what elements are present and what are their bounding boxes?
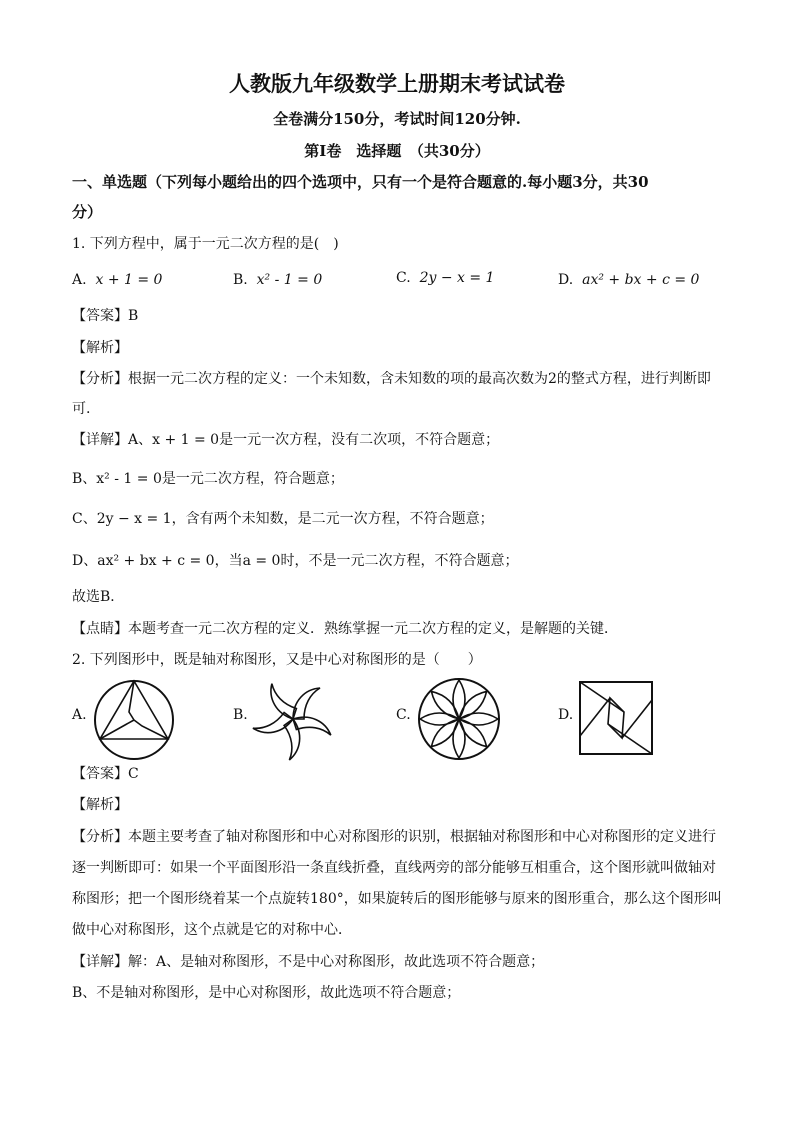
- tri-sector-circle-icon: [92, 678, 176, 762]
- q2-analysis-tag: 【解析】: [72, 797, 128, 813]
- q2-answer: 【答案】C: [72, 766, 139, 782]
- q1-detail-a: 【详解】A、x + 1 = 0是一元一次方程，没有二次项，不符合题意；: [72, 432, 500, 448]
- nested-square-icon: [578, 680, 654, 756]
- q1-option-d-label: D.: [558, 272, 574, 288]
- q1-answer: 【答案】B: [72, 308, 139, 324]
- q1-detail-c: C、2y − x = 1，含有两个未知数，是二元一次方程，不符合题意；: [72, 511, 494, 527]
- q1-option-a: [72, 270, 162, 290]
- page-title: 人教版九年级数学上册期末考试试卷: [229, 71, 565, 96]
- q2-fenxi-line1: 【分析】本题主要考查了轴对称图形和中心对称图形的识别，根据轴对称图形和中心对称图形的定义进行: [72, 829, 716, 845]
- q1-option-d: [558, 270, 699, 290]
- q1-option-c-expr: 2y − x = 1: [419, 270, 495, 286]
- q2-option-d-label: D.: [558, 707, 574, 723]
- exam-subtitle: 全卷满分150分，考试时间120分钟.: [273, 110, 521, 128]
- q1-stem: 1. 下列方程中，属于一元二次方程的是( ): [72, 236, 339, 252]
- q1-fenxi-line1: 【分析】根据一元二次方程的定义：一个未知数，含未知数的项的最高次数为2的整式方程，进行判断即: [72, 371, 711, 387]
- q2-option-a-label: A.: [72, 707, 87, 723]
- q1-option-c-label: C.: [396, 270, 411, 286]
- q2-option-c-label: C.: [396, 707, 411, 723]
- flower-circle-icon: [416, 676, 502, 762]
- q1-detail-d: D、ax² + bx + c = 0，当a = 0时，不是一元二次方程，不符合题意；: [72, 553, 519, 569]
- q2-detail-b: B、不是轴对称图形，是中心对称图形，故此选项不符合题意；: [72, 985, 461, 1001]
- q1-detail-b: B、x² - 1 = 0是一元二次方程，符合题意；: [72, 471, 344, 487]
- q1-option-a-expr: x + 1 = 0: [95, 272, 163, 288]
- q2-option-b-label: B.: [233, 707, 248, 723]
- q2-stem: 2. 下列图形中，既是轴对称图形，又是中心对称图形的是（ ）: [72, 652, 482, 668]
- q2-fenxi-line4: 做中心对称图形，这个点就是它的对称中心．: [72, 922, 352, 938]
- q1-choose: 故选B．: [72, 589, 125, 605]
- q1-option-a-label: A.: [72, 272, 87, 288]
- q1-analysis-tag: 【解析】: [72, 340, 128, 356]
- q1-option-b-label: B.: [233, 272, 248, 288]
- q1-option-c: [396, 268, 494, 288]
- q2-fenxi-line2: 逐一判断即可：如果一个平面图形沿一条直线折叠，直线两旁的部分能够互相重合，这个图形就叫做轴对: [72, 860, 716, 876]
- q1-option-b-expr: x² - 1 = 0: [256, 272, 323, 288]
- part-heading-line1: 一、单选题（下列每小题给出的四个选项中，只有一个是符合题意的.每小题3分，共30: [72, 173, 649, 191]
- q1-option-b: [233, 270, 322, 290]
- q1-fenxi-line2: 可.: [72, 401, 91, 417]
- q1-option-d-expr: ax² + bx + c = 0: [582, 272, 700, 288]
- q2-detail-a: 【详解】解：A、是轴对称图形，不是中心对称图形，故此选项不符合题意；: [72, 954, 545, 970]
- pinwheel-crescent-icon: [250, 676, 336, 762]
- q2-fenxi-line3: 称图形；把一个图形绕着某一个点旋转180°，如果旋转后的图形能够与原来的图形重合，那么这个图形叫: [72, 891, 722, 907]
- part-heading-line2: 分）: [72, 203, 103, 221]
- q1-dianjing: 【点睛】本题考查一元二次方程的定义．熟练掌握一元二次方程的定义，是解题的关键．: [72, 621, 618, 637]
- section-header: 第Ⅰ卷 选择题 （共30分）: [304, 142, 490, 160]
